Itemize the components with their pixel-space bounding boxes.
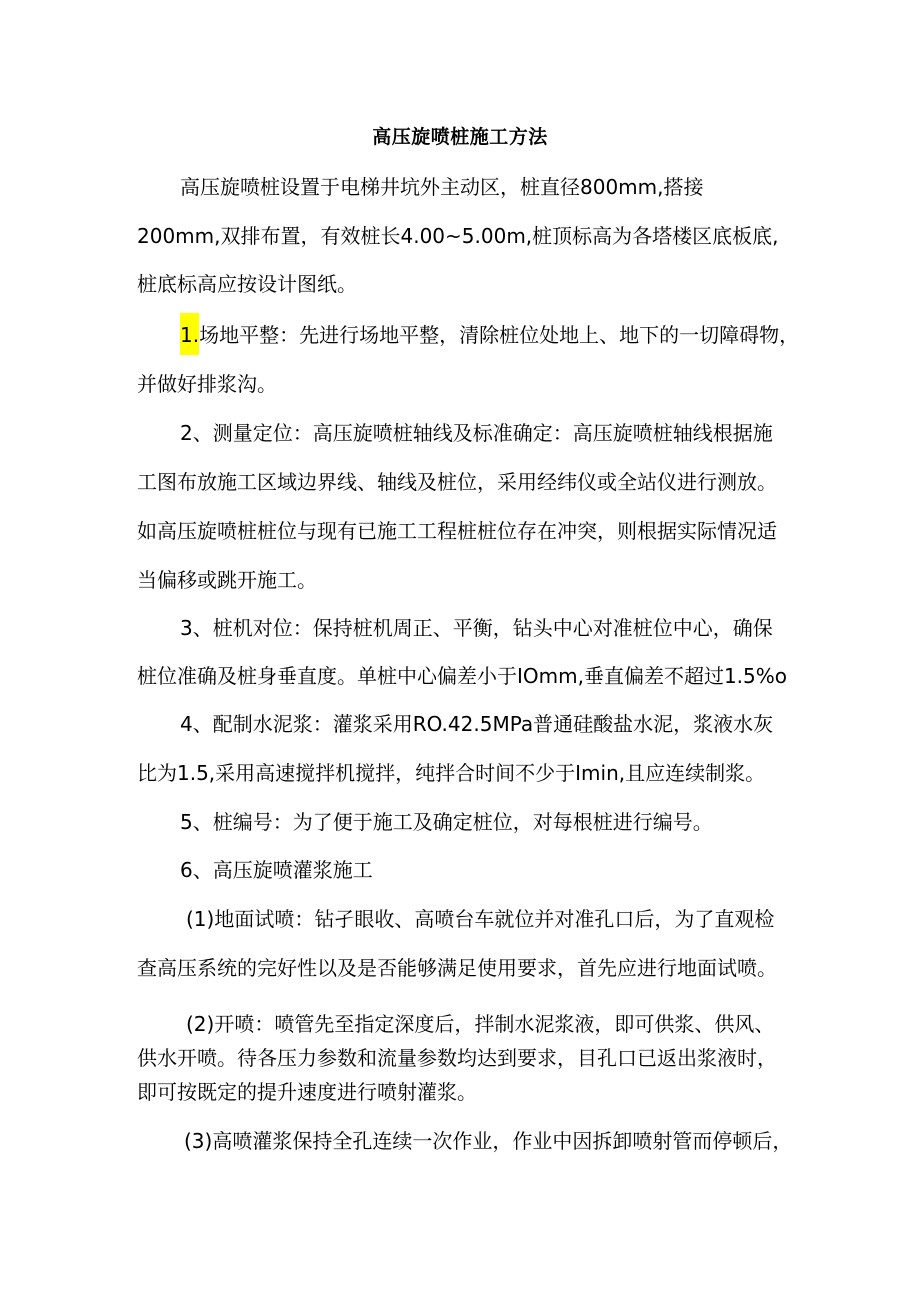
intro-line-1: 高压旋喷桩设置于电梯井坑外主动区，桩直径800mm,搭接 bbox=[180, 175, 704, 199]
intro-line-3: 桩底标高应按设计图纸。 bbox=[137, 272, 357, 296]
highlighted-step-number: 1. bbox=[180, 313, 199, 355]
sub-1-line-1: (1)地面试喷：钻孑眼收、高喷台车就位并对准孔口后，为了直观检 bbox=[186, 907, 775, 931]
intro-line-2: 200mm,双排布置，有效桩长4.00~5.00m,桩顶标高为各塔楼区底板底, bbox=[137, 224, 779, 248]
sub-2-line-2: 供水开喷。待各压力参数和流量参数均达到要求，目孔口已返出浆液时， bbox=[137, 1046, 777, 1070]
step-2-line-1: 2、测量定位：高压旋喷桩轴线及标准确定：高压旋喷桩轴线根据施 bbox=[180, 421, 773, 445]
step-3-line-1: 3、桩机对位：保持桩机周正、平衡，钻头中心对准桩位中心，确保 bbox=[180, 616, 773, 640]
step-3-line-2: 桩位准确及桩身垂直度。单桩中心偏差小于IOmm,垂直偏差不超过1.5%o bbox=[137, 664, 788, 688]
sub-1-line-2: 查高压系统的完好性以及是否能够满足使用要求，首先应进行地面试喷。 bbox=[137, 956, 777, 980]
step-1-line-2: 并做好排浆沟。 bbox=[137, 372, 277, 396]
step-1-text: 场地平整：先进行场地平整，清除桩位处地上、地下的一切障碍物， bbox=[199, 323, 800, 347]
step-2-line-2: 工图布放施工区域边界线、轴线及桩位，采用经纬仪或全站仪进行测放。 bbox=[137, 470, 777, 494]
step-4-line-1: 4、配制水泥浆：灌浆采用RO.42.5MPa普通硅酸盐水泥，浆液水灰 bbox=[180, 712, 774, 736]
step-5-line: 5、桩编号：为了便于施工及确定桩位，对每根桩进行编号。 bbox=[180, 810, 713, 834]
step-2-line-4: 当偏移或跳开施工。 bbox=[137, 568, 317, 592]
sub-2-line-1: (2)开喷：喷管先至指定深度后，拌制水泥浆液，即可供浆、供风、 bbox=[186, 1012, 775, 1036]
page-title: 高压旋喷桩施工方法 bbox=[372, 126, 548, 148]
step-1-line-1 bbox=[180, 321, 799, 355]
step-6-line: 6、高压旋喷灌浆施工 bbox=[180, 858, 373, 882]
step-4-line-2: 比为1.5,采用高速搅拌机搅拌，纯拌合时间不少于Imin,且应连续制浆。 bbox=[137, 761, 766, 785]
sub-2-line-3: 即可按既定的提升速度进行喷射灌浆。 bbox=[137, 1080, 477, 1104]
step-2-line-3: 如高压旋喷桩桩位与现有已施工工程桩桩位存在冲突，则根据实际情况适 bbox=[137, 519, 777, 543]
sub-3-line-1: (3)高喷灌浆保持全孔连续一次作业，作业中因拆卸喷射管而停顿后， bbox=[184, 1129, 793, 1153]
